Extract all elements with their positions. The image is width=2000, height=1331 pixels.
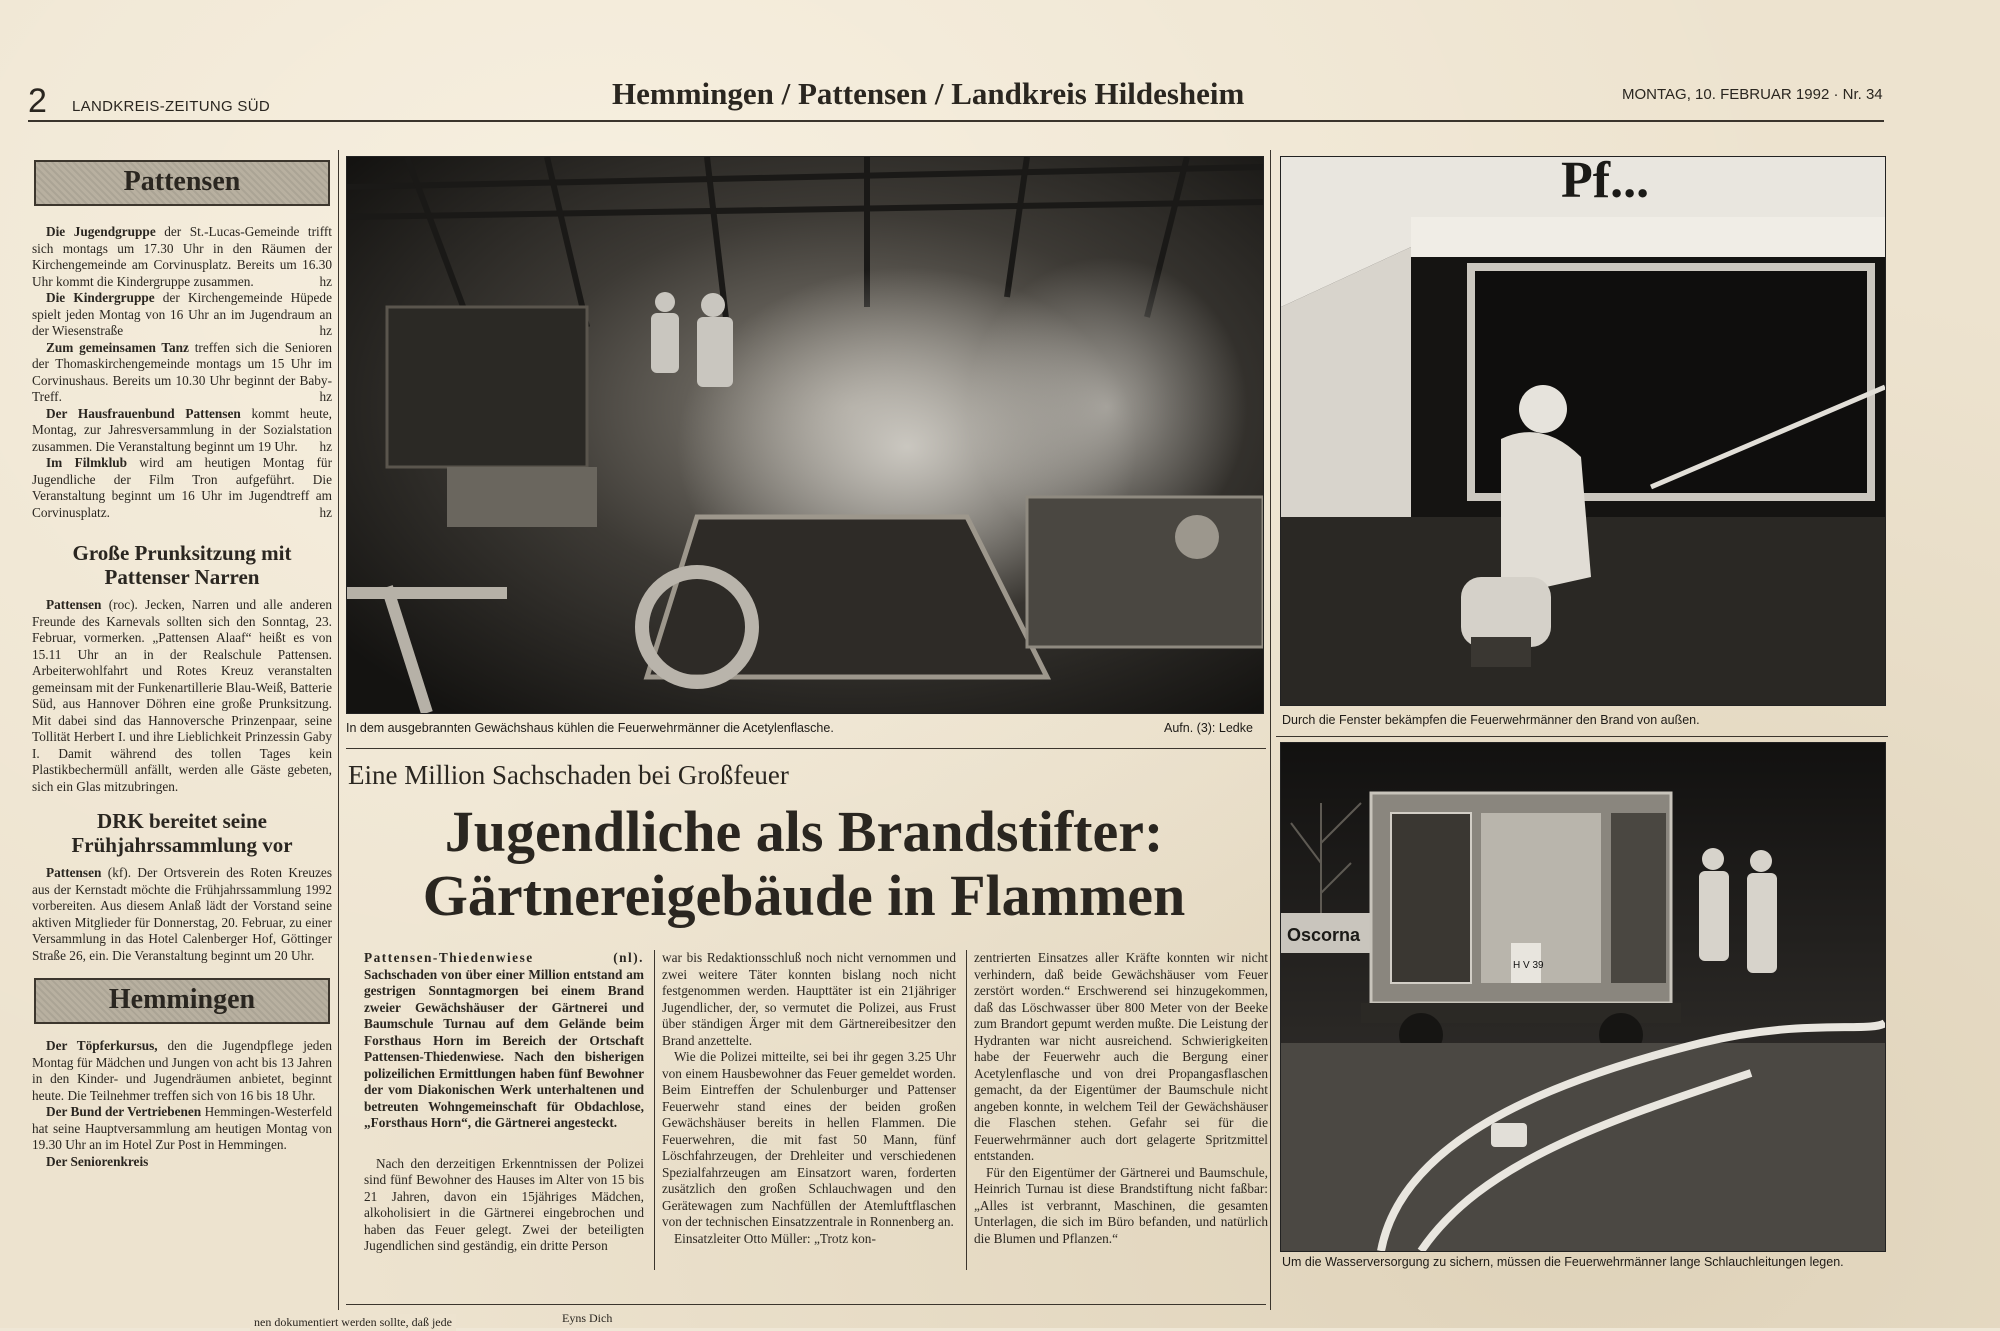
- issue-date: MONTAG, 10. FEBRUAR 1992 · Nr. 34: [1622, 86, 1883, 103]
- column-rule: [966, 950, 967, 1270]
- story-paragraph: war bis Redaktionsschluß noch nicht vernommen und zwei weitere Täter konnten bislang noch nicht festgenommen werden. Haupttäter ist ein 21jähriger Jugendlicher, der, so vermutet die Polizei, aus Frust über ständigen Ärger mit dem Gärtnereibesitzer den Brand anzettelte.: [662, 950, 956, 1048]
- brief-item: Im Filmklub wird am heutigen Montag für Jugendliche der Film Tron aufgeführt. Die Veranstaltung beginnt um 16 Uhr im Jugendtreff am Corvinusplatz. hz: [32, 455, 332, 520]
- hemmingen-heading: Hemmingen: [34, 978, 330, 1024]
- brief-item: Der Töpferkursus, den die Jugendpflege jeden Montag für Mädchen und Jungen von acht bis 13 Jahren in den Kinder- und Jugendräumen anbietet, beginnt heute. Die Teilnehmer treffen sich von 16 bis 18 Uhr.: [32, 1038, 332, 1103]
- story-column-2: [662, 950, 956, 1247]
- story-paragraph: Für den Eigentümer der Gärtnerei und Baumschule, Heinrich Turnau ist diese Brandstiftung nicht faßbar: „Alles ist verbrannt, Maschinen, die gesamten Unterlagen, die sich im Büro befanden, und natürlich die Blumen und Pflanzen.“: [974, 1164, 1268, 1246]
- column-rule: [1270, 150, 1271, 1310]
- drk-article: Pattensen (kf). Der Ortsverein des Roten Kreuzes aus der Kernstadt möchte die Frühjahrssammlung 1992 vorbereiten. Aus diesem Anlaß lädt der Vorstand seine aktiven Mitglieder für Donnerstag, 20. Februar, zu einer Versammlung in das Hotel Calenberger Hof, Göttinger Straße 26, ein. Die Veranstaltung beginnt um 20 Uhr.: [32, 865, 332, 963]
- prunk-article: Pattensen (roc). Jecken, Narren und alle anderen Freunde des Karnevals sollten sich den Sonntag, 23. Februar, vormerken. „Pattensen Alaaf“ heißt es von 15.11 Uhr an in der Realschule Pattensen. Arbeiterwohlfahrt und Rotes Kreuz veranstalten gemeinsam mit der Funkenartillerie Blau-Weiß, Batterie Süd, aus Hannover Döhren eine große Prunksitzung. Mit dabei sind das Hannoversche Prinzenpaar, seine Tollität Herbert I. und ihre Lieblichkeit Prinzessin Gaby I. Damit während des tollen Tages kein Plastikbechermüll anfällt, werden alle Gäste gebeten, sich ein Glas mitzubringen.: [32, 597, 332, 794]
- brief-item: Die Jugendgruppe der St.-Lucas-Gemeinde trifft sich montags um 17.30 Uhr in den Räumen der Kirchengemeinde am Corvinusplatz. Bereits um 16.30 Uhr kommt die Kindergruppe zusammen. hz: [32, 224, 332, 289]
- story-column-1: [364, 950, 644, 1255]
- sign-text: Oscorna: [1287, 925, 1361, 945]
- story-column-3: [974, 950, 1268, 1247]
- photo-window-spraying: [1280, 156, 1886, 706]
- sign-lettering-image: Pf...: [1561, 157, 1650, 209]
- story-rule: [346, 748, 1266, 749]
- photo-rule: [1276, 736, 1888, 737]
- brief-item: Der Hausfrauenbund Pattensen kommt heute, Montag, zur Jahresversammlung in der Sozialstation zusammen. Die Veranstaltung beginnt um 19 Uhr. hz: [32, 405, 332, 454]
- story-paragraph: zentrierten Einsatzes aller Kräfte konnten wir nicht verhindern, daß beide Gewächshäuser vom Feuer zerstört worden.“ Erschwerend sei hinzugekommen, daß das Löschwasser über 800 Meter von der Beeke zum Brandort gepumt werden mußte. Die Leistung der Hydranten war nicht ausreichend. Schwierigkeiten habe der Feuerwehr auch die Bergung einer Acetylenflasche und von drei Propangasflaschen gemacht, da der Eigentümer der Baumschule nicht angeben konnte, in welchem Teil der Gewächshäuser die Flaschen stehen. Gefahr sei für die Feuerwehrmänner auch dort gelagerte Spritzmittel entstanden.: [974, 950, 1268, 1163]
- column-rule: [654, 950, 655, 1270]
- story-paragraph: Nach den derzeitigen Erkenntnissen der Polizei sind fünf Bewohner des Hauses im Alter von 15 bis 21 Jahren, davon ein 15jähriges Mädchen, alkoholisiert in die Gärtnerei eingebrochen und haben das Feuer gelegt. Zwei der beteiligten Jugendlichen sind geständig, ein dritte Person: [364, 1155, 644, 1253]
- page-number: 2: [28, 82, 47, 120]
- brief-item: Die Kindergruppe der Kirchengemeinde Hüpede spielt jeden Montag von 16 Uhr an im Jugendraum an der Wiesenstraße hz: [32, 290, 332, 338]
- brief-item: Zum gemeinsamen Tanz treffen sich die Senioren der Thomaskirchengemeinde montags um 15 Uhr im Corvinushaus. Bereits um 10.30 Uhr beginnt der Baby-Treff. hz: [32, 339, 333, 404]
- story-lead: Pattensen-Thiedenwiese (nl). Sachschaden von über einer Million entstand am gestrigen Sonntagmorgen bei einem Brand zweier Gewächshäuser der Gärtnerei und Baumschule Turnau auf dem Gelände beim Forsthaus Horn im Bereich der Ortschaft Pattensen-Thiedenwiese. Nach den bisherigen polizeilichen Ermittlungen haben fünf Bewohner der vom Diakonischen Werk unterhaltenen und betreuten Wohngemeinschaft für Obdachlose, „Forsthaus Horn“, die Gärtnerei angesteckt.: [364, 950, 644, 1130]
- photo-fire-truck: [1280, 742, 1886, 1252]
- bottom-rule: [346, 1304, 1266, 1305]
- region-title: Hemmingen / Pattensen / Landkreis Hildesheim: [612, 76, 1245, 111]
- left-column: [32, 160, 332, 1170]
- plate-text: H V 39: [1513, 960, 1544, 971]
- story-paragraph: Wie die Polizei mitteilte, sei bei ihr gegen 3.25 Uhr von einem Hausbewohner das Feuer gemeldet worden. Beim Eintreffen der Schulenburger und Pattenser Feuerwehr stand eines der beiden großen Gewächshäuser bereits in hellen Flammen. Die Feuerwehren, die mit fast 50 Mann, fünf Löschfahrzeugen, der Drehleiter und verschiedenen Spezialfahrzeugen am Einsatzort waren, forderten zusätzlich den großen Schlauchwagen und den Gerätewagen zum Nachfüllen der Atemluftflaschen von der technischen Einsatzzentrale in Ronnenberg an.: [662, 1049, 956, 1229]
- brief-item: Der Seniorenkreis: [46, 1153, 149, 1169]
- photo-credit: Aufn. (3): Ledke: [1164, 721, 1253, 735]
- story-kicker: Eine Million Sachschaden bei Großfeuer: [348, 760, 789, 790]
- paper-name: LANDKREIS-ZEITUNG SÜD: [72, 98, 270, 115]
- caption-photo-2: Durch die Fenster bekämpfen die Feuerwehrmänner den Brand von außen.: [1282, 713, 1700, 727]
- masthead-rule: [28, 120, 1884, 122]
- headline-line-2: Gärtnereigebäude in Flammen: [422, 863, 1186, 928]
- prunk-headline: Große Prunksitzung mit Pattenser Narren: [72, 541, 292, 589]
- story-headline: [348, 800, 1260, 928]
- story-paragraph: Einsatzleiter Otto Müller: „Trotz kon-: [674, 1230, 876, 1246]
- caption-photo-3: Um die Wasserversorgung zu sichern, müssen die Feuerwehrmänner lange Schlauchleitungen legen.: [1282, 1255, 1844, 1269]
- photo-greenhouse-interior: [346, 156, 1264, 714]
- drk-headline: DRK bereitet seine Frühjahrssammlung vor: [71, 809, 293, 857]
- bottom-fragment: nen dokumentiert werden sollte, daß jede: [250, 1314, 456, 1331]
- bottom-fragment: Eyns Dich: [562, 1311, 613, 1325]
- column-rule: [338, 150, 339, 1310]
- pattensen-heading: Pattensen: [34, 160, 330, 206]
- headline-line-1: Jugendliche als Brandstifter:: [444, 799, 1164, 864]
- brief-item: Der Bund der Vertriebenen Hemmingen-Westerfeld hat seine Hauptversammlung am heutigen Montag von 19.30 Uhr an im Hotel Zur Post in Hemmingen.: [32, 1104, 332, 1152]
- caption-photo-1: In dem ausgebrannten Gewächshaus kühlen die Feuerwehrmänner die Acetylenflasche.: [346, 721, 834, 735]
